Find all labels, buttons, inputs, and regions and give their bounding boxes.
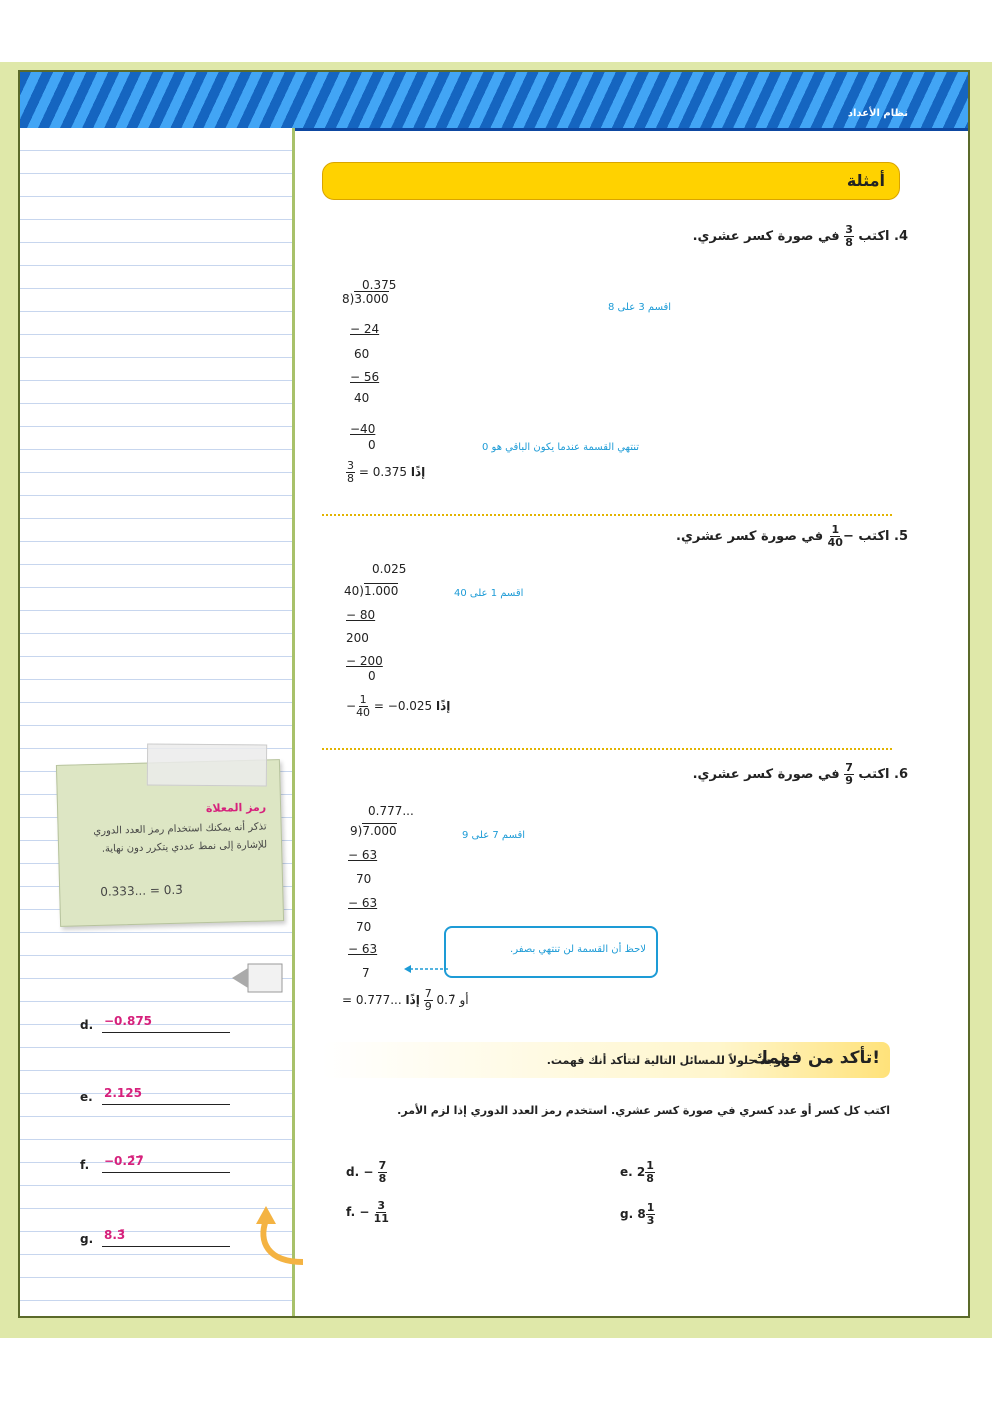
example-6-prompt: 6. اكتب $\frac{7}{9}$ في صورة كسر عشري. [692, 761, 908, 787]
division-bracket: 40)1.000 [344, 584, 399, 598]
step: −40 [350, 422, 376, 436]
answer-g: g. 8.3̄ [80, 1232, 93, 1246]
step: 60 [354, 347, 370, 361]
check-title: تأكد من فهمك! [752, 1048, 880, 1068]
example-6-result: = 0.777... أو 0.7̄ $\frac{7}{9}$ إذًا [342, 987, 469, 1013]
problem-f: f. − $\frac{3}{11}$ [346, 1199, 389, 1225]
copyright-strip [957, 1002, 967, 1302]
tape [147, 743, 267, 786]
examples-heading [322, 162, 900, 200]
arrow-tag-icon [230, 960, 290, 996]
hint-stop: تنتهي القسمة عندما يكون الباقي هو 0 [482, 442, 640, 453]
sticky-note [56, 759, 284, 927]
answer-f: f. −0.2̄7̄ [80, 1158, 89, 1172]
hint-divide: اقسم 3 على 8 [608, 302, 672, 313]
check-subtitle: أوجد حلولاً للمسائل التالية لتتأكد أنك فهمت. [546, 1054, 785, 1067]
divider [322, 514, 892, 516]
step: 7 [362, 966, 370, 980]
answer-e: e. 2.125 [80, 1090, 93, 1104]
step: 40 [354, 391, 370, 405]
step: 70 [356, 872, 372, 886]
note-title: رمز المعلاة [205, 800, 267, 816]
step: 70 [356, 920, 372, 934]
divider [322, 748, 892, 750]
notebook-sidebar [20, 128, 295, 1318]
note-body: تذكر أنه يمكنك استخدام رمز العدد الدوري للإشارة إلى نمط عددي يتكرر دون نهاية. [93, 821, 268, 855]
fraction: $\frac{3}{8}$ [845, 223, 853, 249]
step: − 24 [350, 322, 380, 336]
header-title: نظام الأعداد [847, 108, 908, 119]
step: 0 [368, 669, 376, 683]
division-bracket: 8)3.000 [342, 292, 389, 306]
example-5-result: − $\frac{1}{40}$ = −0.025 إذًا [346, 693, 451, 719]
examples-heading-text: أمثلة [846, 171, 885, 190]
step: − 80 [346, 608, 376, 622]
callout-box: لاحظ أن القسمة لن تنتهي بصفر. [444, 926, 658, 978]
note-example: 0.333... = 0.3̄ [100, 882, 183, 899]
hint-divide: اقسم 1 على 40 [454, 588, 524, 599]
curved-arrow-icon [248, 1202, 308, 1272]
callout-arrow-icon [404, 964, 448, 974]
quotient: 0.777... [368, 804, 414, 818]
step: − 63 [348, 896, 378, 910]
quotient: 0.025 [372, 562, 407, 576]
problem-e: e. 2 $\frac{1}{8}$ [620, 1159, 654, 1185]
step: − 63 [348, 942, 378, 956]
step: − 63 [348, 848, 378, 862]
example-4-result: $\frac{3}{8}$ = 0.375 إذًا [347, 459, 426, 485]
step: 200 [346, 631, 369, 645]
instructions: اكتب كل كسر أو عدد كسري في صورة كسر عشري. استخدم رمز العدد الدوري إذا لزم الأمر. [397, 1104, 890, 1117]
check-understanding-banner [322, 1042, 890, 1078]
step: − 56 [350, 370, 380, 384]
answer-d: d. −0.875 [80, 1018, 93, 1032]
quotient: 0.375 [362, 278, 397, 292]
example-4-prompt: 4. اكتب $\frac{3}{8}$ في صورة كسر عشري. [692, 223, 908, 249]
step: 0 [368, 438, 376, 452]
worksheet-page [18, 70, 970, 1318]
division-bracket: 9)7.000 [350, 824, 397, 838]
problem-g: g. 8 $\frac{1}{3}$ [620, 1201, 655, 1227]
step: − 200 [346, 654, 383, 668]
problem-d: d. − $\frac{7}{8}$ [346, 1159, 387, 1185]
hint-divide: اقسم 7 على 9 [462, 830, 526, 841]
example-5-prompt: 5. اكتب − $\frac{1}{40}$ في صورة كسر عشري. [676, 523, 908, 549]
header-banner [20, 72, 968, 131]
